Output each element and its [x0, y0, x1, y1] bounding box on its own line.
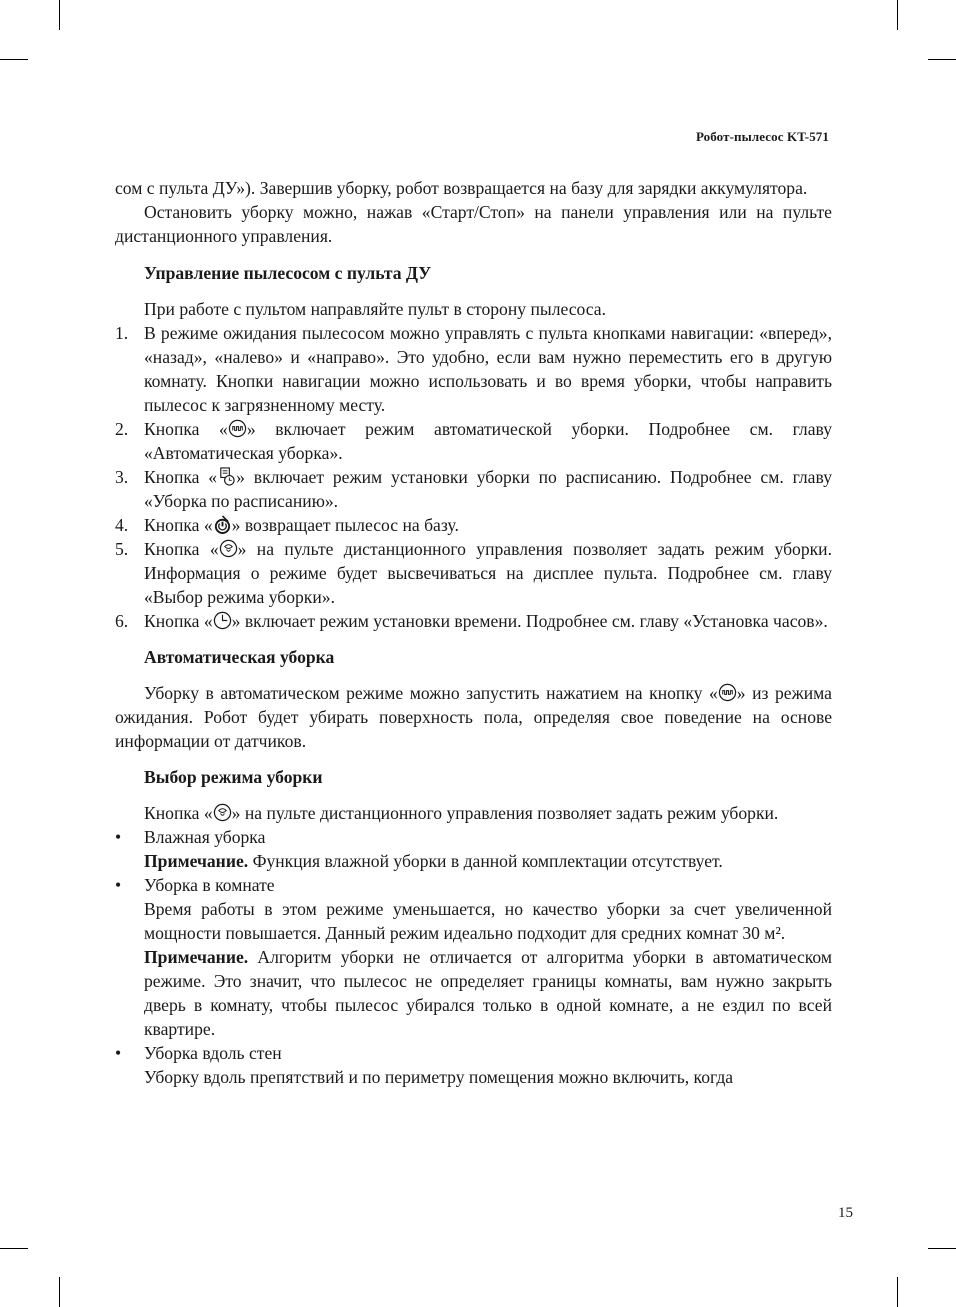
bullet-description: Уборку вдоль препятствий и по периметру помещения можно включить, когда	[144, 1067, 734, 1087]
bullet-item	[115, 1041, 832, 1065]
note-text: Функция влажной уборки в данной комплектации отсутствует.	[248, 851, 723, 871]
remote-intro: При работе с пультом направляйте пульт в сторону пылесоса.	[144, 299, 607, 319]
note-label: Примечание.	[144, 947, 249, 967]
note	[115, 849, 832, 873]
crop-mark	[0, 59, 28, 60]
crop-mark	[0, 1248, 28, 1249]
auto-clean-icon	[228, 419, 247, 438]
page-content	[115, 176, 832, 1089]
paragraph-text: Кнопка «	[144, 803, 213, 823]
mode-paragraph	[115, 801, 832, 825]
auto-clean-icon	[718, 683, 737, 702]
list-text: В режиме ожидания пылесосом можно управлять с пульта кнопками навигации: «вперед», «назад», «налево» и «направо». Это удобно, если вам нужно переместить его в другую комнату. Кнопки навигации можно использовать и во время уборки, чтобы направить пылесос к загрязненному месту.	[144, 323, 832, 415]
list-item	[115, 537, 832, 609]
list-item	[115, 609, 832, 633]
list-text: Кнопка «	[144, 611, 213, 631]
intro-paragraph: сом с пульта ДУ»). Завершив уборку, робот возвращается на базу для зарядки аккумулятора.	[115, 178, 808, 198]
crop-mark	[59, 0, 60, 30]
crop-mark	[928, 1248, 956, 1249]
bullet-item	[115, 825, 832, 849]
list-item	[115, 321, 832, 417]
schedule-icon	[217, 467, 236, 486]
list-item	[115, 465, 832, 513]
list-number: 6.	[115, 611, 129, 631]
mode-icon	[219, 539, 238, 558]
bullet-title: Уборка в комнате	[144, 875, 275, 895]
page-number: 15	[838, 1205, 853, 1221]
list-number: 5.	[115, 539, 129, 559]
crop-mark	[59, 1277, 60, 1307]
section-heading-remote: Управление пылесосом с пульта ДУ	[144, 263, 432, 283]
list-number: 1.	[115, 323, 129, 343]
mode-icon	[213, 803, 232, 822]
bullet-description: Время работы в этом режиме уменьшается, но качество уборки за счет увеличенной мощности повышается. Данный режим идеально подходит для средних комнат 30 м².	[144, 899, 832, 943]
section-heading-mode: Выбор режима уборки	[144, 767, 323, 787]
list-text: Кнопка «	[144, 515, 213, 535]
list-text: » возвращает пылесос на базу.	[231, 515, 459, 535]
crop-mark	[897, 1277, 898, 1307]
list-text: Кнопка «	[144, 467, 218, 487]
running-head: Робот-пылесос KT-571	[695, 129, 829, 144]
home-base-icon	[213, 515, 232, 534]
list-text: » включает режим установки уборки по расписанию. Подробнее см. главу «Уборка по расписанию».	[144, 467, 832, 511]
clock-icon	[213, 611, 232, 630]
list-text: » на пульте дистанционного управления позволяет задать режим уборки. Информация о режиме будет высвечиваться на дисплее пульта. Подробнее см. главу «Выбор режима уборки».	[144, 539, 832, 607]
bullet-marker: •	[115, 827, 122, 847]
list-number: 4.	[115, 515, 129, 535]
auto-paragraph	[115, 681, 832, 753]
paragraph-text: Уборку в автоматическом режиме можно запустить нажатием на кнопку «	[144, 683, 718, 703]
bullet-marker: •	[115, 875, 122, 895]
list-item	[115, 417, 832, 465]
note-label: Примечание.	[144, 851, 249, 871]
list-item	[115, 513, 832, 537]
note-text: Алгоритм уборки не отличается от алгоритма уборки в автоматическом режиме. Это значит, что пылесос не определяет границы комнаты, вам нужно закрыть дверь в комнату, чтобы пылесос убирался только в одной комнате, а не ездил по всей квартире.	[144, 947, 832, 1039]
intro-paragraph: Остановить уборку можно, нажав «Старт/Стоп» на панели управления или на пульте дистанционного управления.	[115, 202, 832, 246]
crop-mark	[897, 0, 898, 30]
list-number: 2.	[115, 419, 129, 439]
paragraph-text: » на пульте дистанционного управления позволяет задать режим уборки.	[231, 803, 779, 823]
note	[115, 945, 832, 1041]
list-text: » включает режим автоматической уборки. Подробнее см. главу «Автоматическая уборка».	[144, 419, 833, 463]
paragraph-text: » из режима ожидания. Робот будет убирать поверхность пола, определяя свое поведение на основе информации от датчиков.	[115, 683, 832, 751]
bullet-item	[115, 873, 832, 897]
bullet-title: Уборка вдоль стен	[144, 1043, 282, 1063]
section-heading-auto: Автоматическая уборка	[144, 647, 335, 667]
list-text: Кнопка «	[144, 539, 219, 559]
list-text: Кнопка «	[144, 419, 228, 439]
list-text: » включает режим установки времени. Подробнее см. главу «Установка часов».	[231, 611, 828, 631]
list-number: 3.	[115, 467, 129, 487]
crop-mark	[928, 59, 956, 60]
bullet-marker: •	[115, 1043, 122, 1063]
bullet-title: Влажная уборка	[144, 827, 266, 847]
